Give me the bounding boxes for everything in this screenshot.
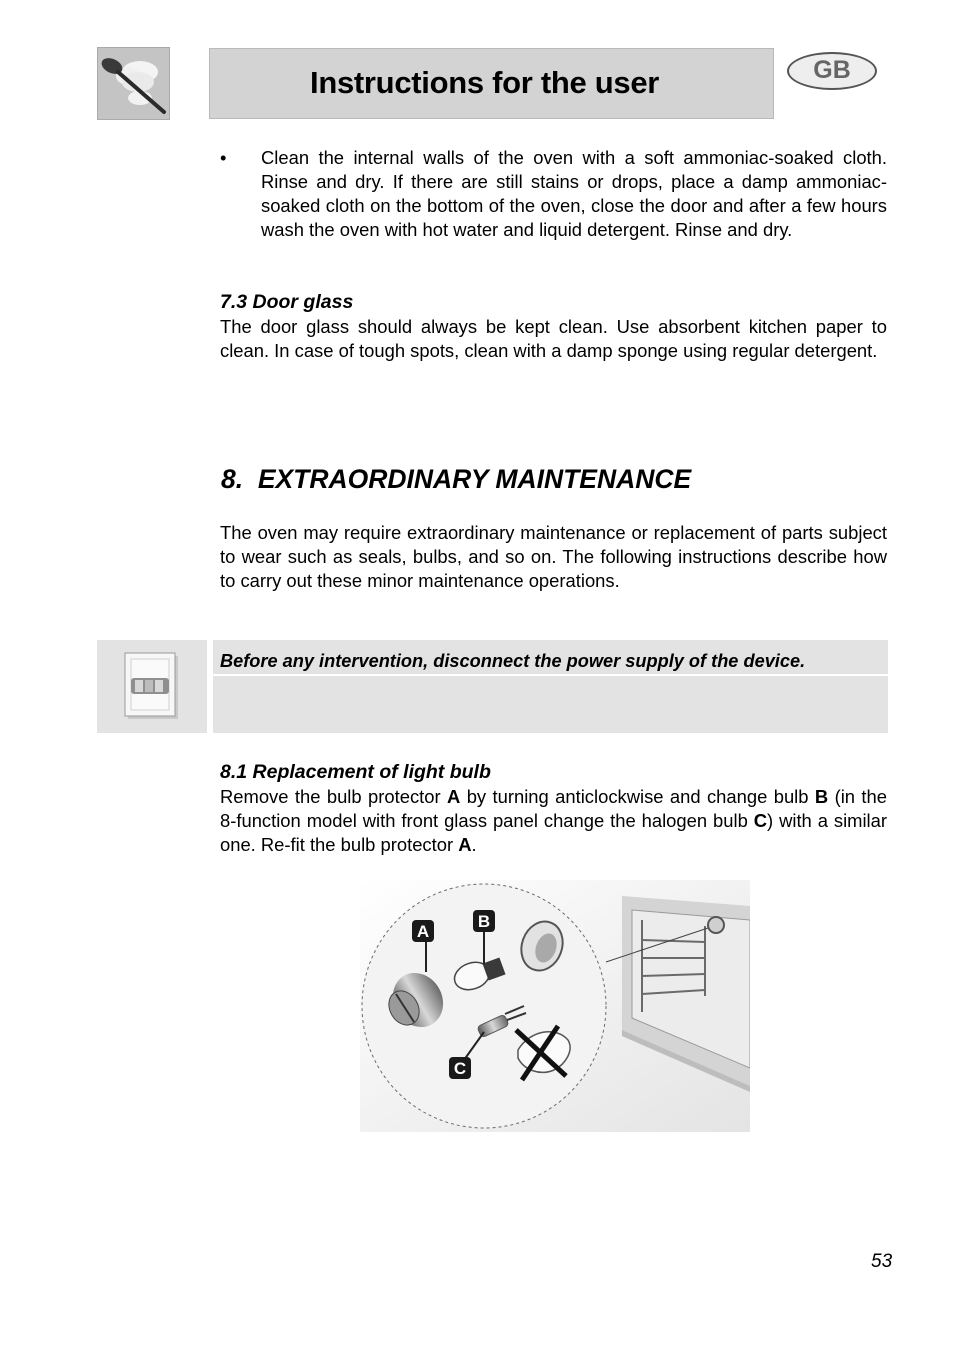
text-run: by turning anticlockwise and change bulb bbox=[460, 786, 815, 807]
page-title: Instructions for the user bbox=[310, 65, 660, 100]
header-bar bbox=[209, 48, 774, 119]
warning-divider bbox=[213, 674, 888, 676]
page-number: 53 bbox=[871, 1251, 893, 1272]
language-badge: GB bbox=[787, 52, 877, 90]
brand-logo bbox=[97, 47, 170, 120]
label-c: C bbox=[453, 1059, 467, 1078]
cleaning-bullet-text: Clean the internal walls of the oven with a soft ammoniac-soaked cloth. Rinse and dry. If there are still stains or drops, place a damp ammoniac-soaked cloth on the bottom of the oven, close the door and after a few hours wash the oven with hot water and liquid detergent. Rinse and dry. bbox=[261, 147, 887, 240]
ref-a: A bbox=[458, 834, 472, 855]
ref-c: C bbox=[753, 810, 768, 831]
power-switch-icon bbox=[97, 640, 207, 733]
door-glass-text: The door glass should always be kept clean. Use absorbent kitchen paper to clean. In case of tough spots, clean with a damp sponge using regular detergent. bbox=[220, 316, 887, 361]
bulb-diagram bbox=[360, 880, 750, 1132]
section-intro: The oven may require extraordinary maintenance or replacement of parts subject to wear such as seals, bulbs, and so on. The following instructions describe how to carry out these minor maintenance operations. bbox=[220, 522, 887, 591]
ref-a: A bbox=[447, 786, 461, 807]
door-glass-section bbox=[220, 290, 887, 363]
text-run: ) with a similar one. Re-fit the bulb protector bbox=[220, 810, 887, 855]
ref-b: B bbox=[814, 786, 829, 807]
light-bulb-heading: 8.1 Replacement of light bulb bbox=[220, 761, 491, 783]
door-glass-heading: 7.3 Door glass bbox=[220, 291, 354, 313]
chef-spoon-icon bbox=[98, 48, 169, 119]
warning-text: Before any intervention, disconnect the power supply of the device. bbox=[220, 651, 806, 671]
section-heading: 8. EXTRAORDINARY MAINTENANCE bbox=[221, 464, 692, 494]
text-run: . bbox=[471, 834, 477, 855]
text-run: Remove the bulb protector bbox=[220, 786, 448, 807]
label-a: A bbox=[416, 922, 430, 941]
text-run: (in the 8-function model with front glass panel change the halogen bulb bbox=[220, 786, 887, 831]
light-bulb-text bbox=[220, 785, 887, 857]
light-bulb-section bbox=[220, 760, 887, 857]
warning-box bbox=[213, 640, 888, 733]
bullet-marker: • bbox=[220, 147, 227, 168]
label-b: B bbox=[477, 912, 491, 931]
warning-icon-box bbox=[97, 640, 207, 733]
bulb-replacement-figure bbox=[360, 880, 750, 1132]
